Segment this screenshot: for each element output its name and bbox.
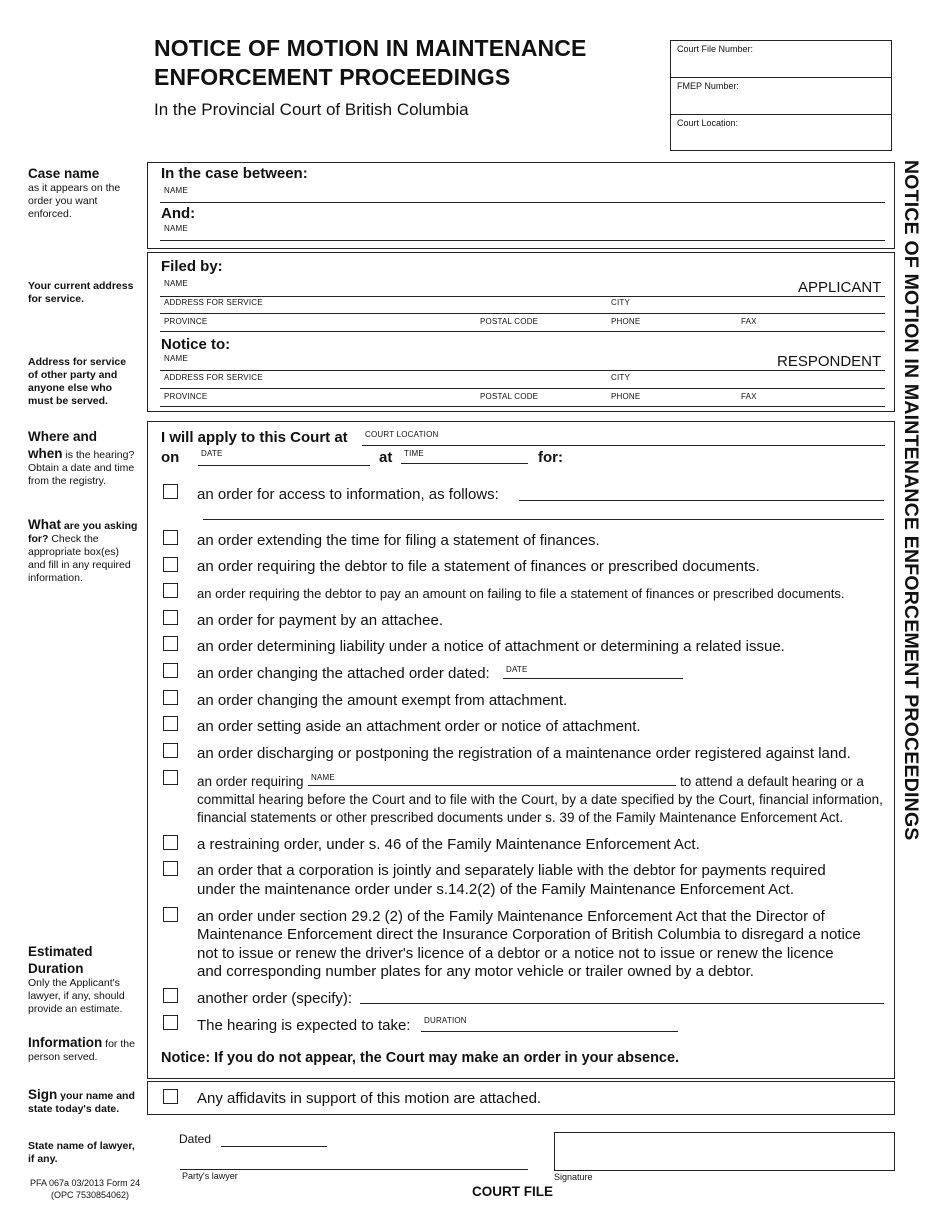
duration-label: DURATION: [424, 1016, 467, 1025]
option-15-checkbox[interactable]: [163, 988, 178, 1003]
option-9-label: an order setting aside an attachment order or notice of attachment.: [197, 718, 641, 735]
file-number-boxes: [670, 40, 892, 151]
option-14-label-b: Maintenance Enforcement direct the Insurance Corporation of British Columbia to disregard a notice: [197, 926, 861, 943]
date-label: DATE: [201, 449, 223, 458]
option-7-label: an order changing the attached order dated:: [197, 665, 490, 682]
option-7-checkbox[interactable]: [163, 663, 178, 678]
notice-to-province-field[interactable]: [160, 406, 885, 407]
filed-by-name-label: NAME: [164, 279, 188, 288]
filed-by-city-label: CITY: [611, 298, 631, 307]
option-5-checkbox[interactable]: [163, 610, 178, 625]
court-file-number-field[interactable]: [671, 41, 891, 78]
case-name-2-field[interactable]: [160, 240, 885, 241]
sidebar-case-name: [28, 165, 138, 221]
notice-to-postal-label: POSTAL CODE: [480, 392, 539, 401]
option-16-checkbox[interactable]: [163, 1015, 178, 1030]
option-5-label: an order for payment by an attachee.: [197, 612, 443, 629]
where-when-text: is the hearing? Obtain a date and time from the registry.: [28, 449, 135, 487]
dated-label: Dated: [179, 1132, 212, 1146]
filed-by-postal-label: POSTAL CODE: [480, 317, 539, 326]
option-14-label-c: not to issue or renew the driver's licence of a debtor or a notice not to issue or renew the licence: [197, 945, 834, 962]
option-3-checkbox[interactable]: [163, 557, 178, 572]
option-10-label: an order discharging or postponing the registration of a maintenance order registered against land.: [197, 745, 851, 762]
sidebar-where-when: [28, 428, 138, 488]
option-11-label-a: an order requiring: [197, 774, 304, 789]
attached-order-date-field[interactable]: [503, 678, 683, 679]
option-10-checkbox[interactable]: [163, 743, 178, 758]
information-text: for the person served.: [28, 1038, 135, 1063]
option-3-label: an order requiring the debtor to file a statement of finances or prescribed documents.: [197, 558, 760, 575]
where-heading: Where and: [28, 429, 98, 444]
for-label: for:: [538, 449, 563, 466]
notice-to-province-label: PROVINCE: [164, 392, 208, 401]
sidebar-lawyer: State name of lawyer, if any.: [28, 1140, 135, 1165]
option-14-label-a: an order under section 29.2 (2) of the Family Maintenance Enforcement Act that the Director of: [197, 908, 825, 925]
opc-code: (OPC 7530854062): [51, 1190, 130, 1200]
sidebar-sign: [28, 1086, 138, 1116]
notice-to-address-label: ADDRESS FOR SERVICE: [164, 373, 263, 382]
information-heading: Information: [28, 1035, 103, 1050]
option-13-label-b: under the maintenance order under s.14.2(2) of the Family Maintenance Enforcement Act.: [197, 881, 794, 898]
filed-by-province-field[interactable]: [160, 331, 885, 332]
option-15-label: another order (specify):: [197, 990, 353, 1007]
apply-court-label: I will apply to this Court at: [161, 429, 348, 446]
page-subtitle: In the Provincial Court of British Columbia: [154, 100, 469, 119]
what-heading: What: [28, 517, 61, 532]
signature-label: Signature: [554, 1172, 593, 1182]
option-1-checkbox[interactable]: [163, 484, 178, 499]
filed-by-fax-label: FAX: [741, 317, 757, 326]
court-location-label: Court Location:: [677, 118, 739, 128]
affidavit-label: Any affidavits in support of this motion are attached.: [197, 1090, 542, 1107]
in-case-between-label: In the case between:: [161, 165, 308, 182]
partys-lawyer-label: Party's lawyer: [182, 1171, 238, 1181]
absence-notice: Notice: If you do not appear, the Court may make an order in your absence.: [161, 1050, 680, 1066]
access-info-field-2[interactable]: [203, 519, 884, 520]
option-9-checkbox[interactable]: [163, 716, 178, 731]
notice-to-name-field[interactable]: [160, 370, 885, 371]
court-file-footer: COURT FILE: [472, 1184, 553, 1199]
filed-by-address-field[interactable]: [160, 313, 885, 314]
option-6-checkbox[interactable]: [163, 636, 178, 651]
at-label: at: [379, 449, 393, 466]
signature-box[interactable]: [554, 1132, 895, 1171]
court-location-field[interactable]: [671, 115, 891, 152]
title-line-1: NOTICE OF MOTION IN MAINTENANCE: [154, 35, 587, 61]
notice-to-name-label: NAME: [164, 354, 188, 363]
case-name-1-label: NAME: [164, 186, 188, 195]
option-12-checkbox[interactable]: [163, 835, 178, 850]
notice-to-fax-label: FAX: [741, 392, 757, 401]
affidavit-checkbox[interactable]: [163, 1089, 178, 1104]
filed-by-address-label: ADDRESS FOR SERVICE: [164, 298, 263, 307]
hearing-date-field[interactable]: [198, 465, 370, 466]
court-location-label: COURT LOCATION: [365, 430, 439, 439]
notice-to-label: Notice to:: [161, 336, 231, 353]
when-heading: when: [28, 446, 63, 461]
option-4-label: an order requiring the debtor to pay an amount on failing to file a statement of finances or prescribed documents.: [197, 586, 845, 601]
filed-by-label: Filed by:: [161, 258, 223, 275]
notice-to-address-field[interactable]: [160, 388, 885, 389]
case-name-2-label: NAME: [164, 224, 188, 233]
court-location-field[interactable]: [362, 445, 885, 446]
sidebar-what: [28, 516, 138, 585]
estimated-text: Only the Applicant's lawyer, if any, should provide an estimate.: [28, 977, 125, 1015]
filed-by-phone-label: PHONE: [611, 317, 641, 326]
option-13-checkbox[interactable]: [163, 861, 178, 876]
option-2-label: an order extending the time for filing a statement of finances.: [197, 532, 600, 549]
notice-to-phone-label: PHONE: [611, 392, 641, 401]
sidebar-other-address: Address for service of other party and anyone else who must be served.: [28, 356, 127, 407]
option-16-label: The hearing is expected to take:: [197, 1017, 411, 1034]
sidebar-estimated-duration: [28, 943, 138, 1016]
option-11-checkbox[interactable]: [163, 770, 178, 785]
fmep-number-field[interactable]: [671, 78, 891, 115]
case-name-heading: Case name: [28, 166, 100, 181]
estimated-heading: Estimated Duration: [28, 944, 93, 976]
option-11-label-d: financial statements or other prescribed documents under s. 39 of the Family Maintenance Enforcement Act.: [197, 810, 844, 825]
option-11-label-b: to attend a default hearing or a: [680, 774, 864, 789]
title-line-2: ENFORCEMENT PROCEEDINGS: [154, 64, 511, 90]
applicant-label: APPLICANT: [798, 279, 882, 296]
option-14-checkbox[interactable]: [163, 907, 178, 922]
respondent-label: RESPONDENT: [777, 353, 882, 370]
option-4-checkbox[interactable]: [163, 583, 178, 598]
option-7-date-label: DATE: [506, 665, 528, 674]
hearing-time-field[interactable]: [401, 463, 528, 464]
duration-field[interactable]: [421, 1031, 678, 1032]
and-label: And:: [161, 205, 196, 222]
option-1-label: an order for access to information, as follows:: [197, 486, 499, 503]
option-12-label: a restraining order, under s. 46 of the Family Maintenance Enforcement Act.: [197, 836, 700, 853]
default-hearing-name-field[interactable]: [308, 785, 676, 786]
case-name-1-field[interactable]: [160, 202, 885, 203]
filed-by-name-field[interactable]: [160, 296, 885, 297]
option-8-checkbox[interactable]: [163, 690, 178, 705]
partys-lawyer-field[interactable]: [180, 1169, 528, 1170]
option-11-label-c: committal hearing before the Court and to file with the Court, by a date specified by the Court, financial information,: [197, 792, 883, 807]
sign-text: your name and state today's date.: [28, 1090, 135, 1115]
fmep-number-label: FMEP Number:: [677, 81, 739, 91]
option-14-label-d: and corresponding number plates for any motor vehicle or trailer owned by a debtor.: [197, 963, 754, 980]
vertical-title: NOTICE OF MOTION IN MAINTENANCE ENFORCEMENT PROCEEDINGS: [900, 160, 922, 841]
form-code: PFA 067a 03/2013 Form 24: [30, 1178, 141, 1188]
sidebar-current-address: Your current address for service.: [28, 280, 134, 305]
court-file-number-label: Court File Number:: [677, 44, 754, 54]
case-name-text: as it appears on the order you want enforced.: [28, 182, 121, 220]
time-label: TIME: [404, 449, 424, 458]
on-label: on: [161, 449, 180, 466]
option-2-checkbox[interactable]: [163, 530, 178, 545]
option-13-label-a: an order that a corporation is jointly and separately liable with the debtor for payments required: [197, 862, 826, 879]
access-info-field-1[interactable]: [519, 500, 884, 501]
sidebar-information: [28, 1034, 138, 1064]
page-title: [154, 34, 654, 92]
dated-field[interactable]: [221, 1146, 327, 1147]
filed-by-province-label: PROVINCE: [164, 317, 208, 326]
option-8-label: an order changing the amount exempt from attachment.: [197, 692, 568, 709]
option-6-label: an order determining liability under a notice of attachment or determining a related issue.: [197, 638, 785, 655]
notice-to-city-label: CITY: [611, 373, 631, 382]
what-text: Check the appropriate box(es) and fill in any required information.: [28, 533, 131, 584]
option-11-name-label: NAME: [311, 773, 335, 782]
what-bold: are you asking for?: [28, 520, 138, 545]
another-order-field[interactable]: [360, 1003, 884, 1004]
sign-heading: Sign: [28, 1087, 58, 1102]
